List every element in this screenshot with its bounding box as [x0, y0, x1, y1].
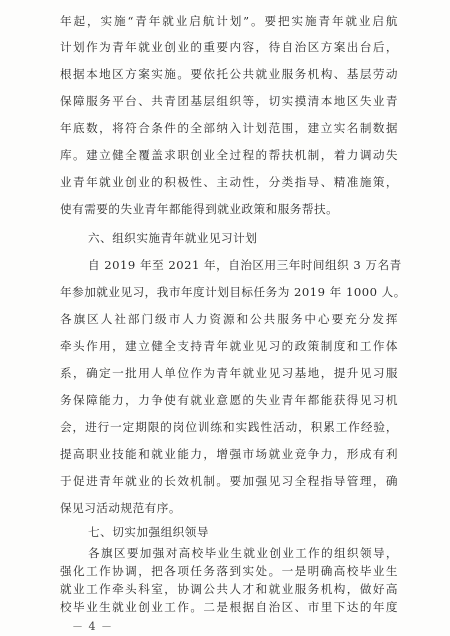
section-heading: 七、切实加强组织领导 [88, 525, 209, 539]
text-line: 保见习活动规范有序。 [60, 501, 181, 515]
text-line: 业青年就业创业的积极性、主动性，分类指导、精准施策， [60, 175, 398, 189]
text-line: 自 2019 年至 2021 年，自治区用三年时间组织 3 万名青 [88, 258, 402, 272]
text-line: 务保障能力，力争使有就业意愿的失业青年都能获得见习机 [60, 393, 398, 407]
text-line: 年底数，将符合条件的全部纳入计划范围，建立实名制数据 [60, 121, 398, 135]
text-line: 年起，实施“青年就业启航计划”。要把实施青年就业启航 [60, 14, 398, 28]
text-line: 计划作为青年就业创业的重要内容，待自治区方案出台后， [60, 40, 398, 54]
text-line: 强化工作协调，把各项任务落到实处。一是明确高校毕业生 [60, 564, 398, 578]
section-heading: 六、组织实施青年就业见习计划 [88, 231, 258, 245]
text-line: 提高职业技能和就业能力，增强市场就业竞争力，形成有利 [60, 447, 398, 461]
text-line: 库。建立健全覆盖求职创业全过程的帮扶机制，着力调动失 [60, 148, 398, 162]
text-line: 牵头作用，建立健全支持青年就业见习的政策制度和工作体 [60, 339, 398, 353]
text-line: 保障服务平台、共青团基层组织等，切实摸清本地区失业青 [60, 94, 398, 108]
text-line: 根据本地区方案实施。要依托公共就业服务机构、基层劳动 [60, 67, 398, 81]
text-line: 于促进青年就业的长效机制。要加强见习全程指导管理，确 [60, 474, 398, 488]
text-line: 各旗区要加强对高校毕业生就业创业工作的组织领导， [88, 546, 398, 560]
text-line: 校毕业生就业创业工作。二是根据自治区、市里下达的年度 [60, 600, 398, 614]
page-number: － 4 － [72, 620, 113, 633]
text-line: 系，确定一批用人单位作为青年就业见习基地，提升见习服 [60, 366, 398, 380]
text-line: 就业工作牵头科室，协调公共人才和就业服务机构，做好高 [60, 582, 398, 596]
text-line: 年参加就业见习，我市年度计划目标任务为 2019 年 1000 人。 [60, 285, 406, 299]
text-line: 各旗区人社部门级市人力资源和公共服务中心要充分发挥 [60, 312, 398, 326]
text-line: 使有需要的失业青年都能得到就业政策和服务帮扶。 [60, 202, 339, 216]
text-line: 会，进行一定期限的岗位训练和实践性活动，积累工作经验， [60, 420, 398, 434]
